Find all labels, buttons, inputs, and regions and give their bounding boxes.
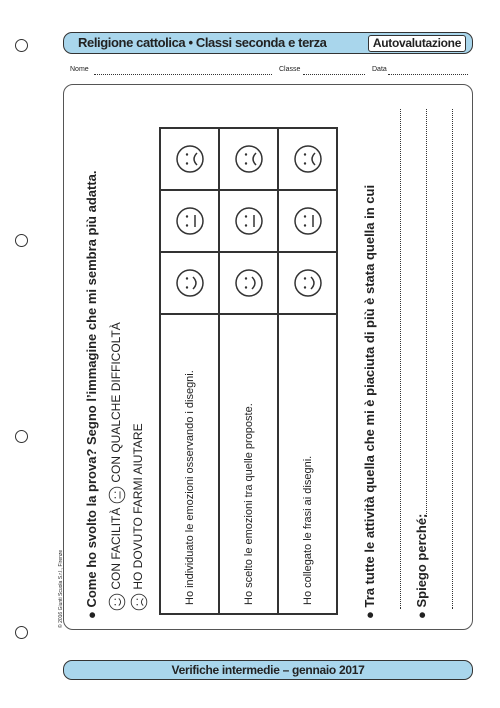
option-neutral[interactable]	[108, 322, 126, 504]
sad-face-icon	[130, 593, 148, 611]
neutral-cell[interactable]	[278, 190, 337, 252]
neutral-face-icon	[293, 206, 323, 236]
binder-hole	[15, 234, 28, 247]
sad-cell[interactable]	[160, 128, 219, 190]
binder-hole	[15, 39, 28, 52]
question-1-text: Come ho svolto la prova? Segno l’immagine che mi sembra più adatta.	[84, 170, 99, 608]
neutral-cell[interactable]	[160, 190, 219, 252]
option-sad-label: HO DOVUTO FARMI AIUTARE	[131, 423, 146, 590]
question-2-text: Tra tutte le attività quella che mi è piaciuta di più è stata quella in cui	[362, 184, 377, 608]
option-happy[interactable]	[108, 508, 126, 611]
happy-face-icon	[175, 268, 205, 298]
explain-line[interactable]	[426, 109, 427, 517]
sad-face-icon	[175, 144, 205, 174]
student-info-row	[70, 66, 468, 78]
page-header	[63, 32, 473, 54]
happy-face-icon	[293, 268, 323, 298]
sad-face-icon	[293, 144, 323, 174]
class-label: Classe	[279, 66, 301, 73]
date-label: Data	[372, 66, 387, 73]
page-footer: Verifiche intermedie – gennaio 2017	[63, 660, 473, 680]
copyright: © 2016 Giunti Scuola S.r.l., Firenze	[58, 549, 64, 628]
option-sad[interactable]	[130, 423, 148, 611]
name-field[interactable]	[94, 74, 272, 75]
binder-hole	[15, 626, 28, 639]
explain-line[interactable]	[452, 109, 453, 609]
question-1: ● Come ho svolto la prova? Segno l’immagine che mi sembra più adatta.	[84, 170, 99, 619]
answer-line[interactable]	[400, 109, 401, 609]
row-statement: Ho scelto le emozioni tra quelle proposte.	[219, 314, 278, 614]
question-2: ● Tra tutte le attività quella che mi è piaciuta di più è stata quella in cui	[362, 184, 377, 619]
neutral-face-icon	[175, 206, 205, 236]
table-row	[278, 128, 337, 614]
neutral-cell[interactable]	[219, 190, 278, 252]
name-label: Nome	[70, 66, 89, 73]
table-row	[160, 128, 219, 614]
row-statement: Ho individuato le emozioni osservando i disegni.	[160, 314, 219, 614]
explain-text: Spiego perché:	[414, 513, 429, 608]
happy-face-icon	[108, 593, 126, 611]
rotated-content	[64, 85, 472, 629]
header-title: Religione cattolica • Classi seconda e terza	[78, 35, 327, 50]
explain-prompt: ● Spiego perché:	[414, 513, 429, 619]
self-evaluation-table	[159, 127, 338, 615]
happy-face-icon	[234, 268, 264, 298]
sad-face-icon	[234, 144, 264, 174]
option-neutral-label: CON QUALCHE DIFFICOLTÀ	[109, 322, 124, 483]
option-happy-label: CON FACILITÀ	[109, 507, 124, 590]
header-tab: Autovalutazione	[368, 35, 466, 52]
class-field[interactable]	[303, 74, 365, 75]
sad-cell[interactable]	[278, 128, 337, 190]
happy-cell[interactable]	[160, 252, 219, 314]
neutral-face-icon	[234, 206, 264, 236]
sad-cell[interactable]	[219, 128, 278, 190]
exercise-panel	[63, 84, 473, 630]
neutral-face-icon	[108, 486, 126, 504]
date-field[interactable]	[388, 74, 468, 75]
binder-hole	[15, 430, 28, 443]
happy-cell[interactable]	[219, 252, 278, 314]
row-statement: Ho collegato le frasi ai disegni.	[278, 314, 337, 614]
table-row	[219, 128, 278, 614]
happy-cell[interactable]	[278, 252, 337, 314]
